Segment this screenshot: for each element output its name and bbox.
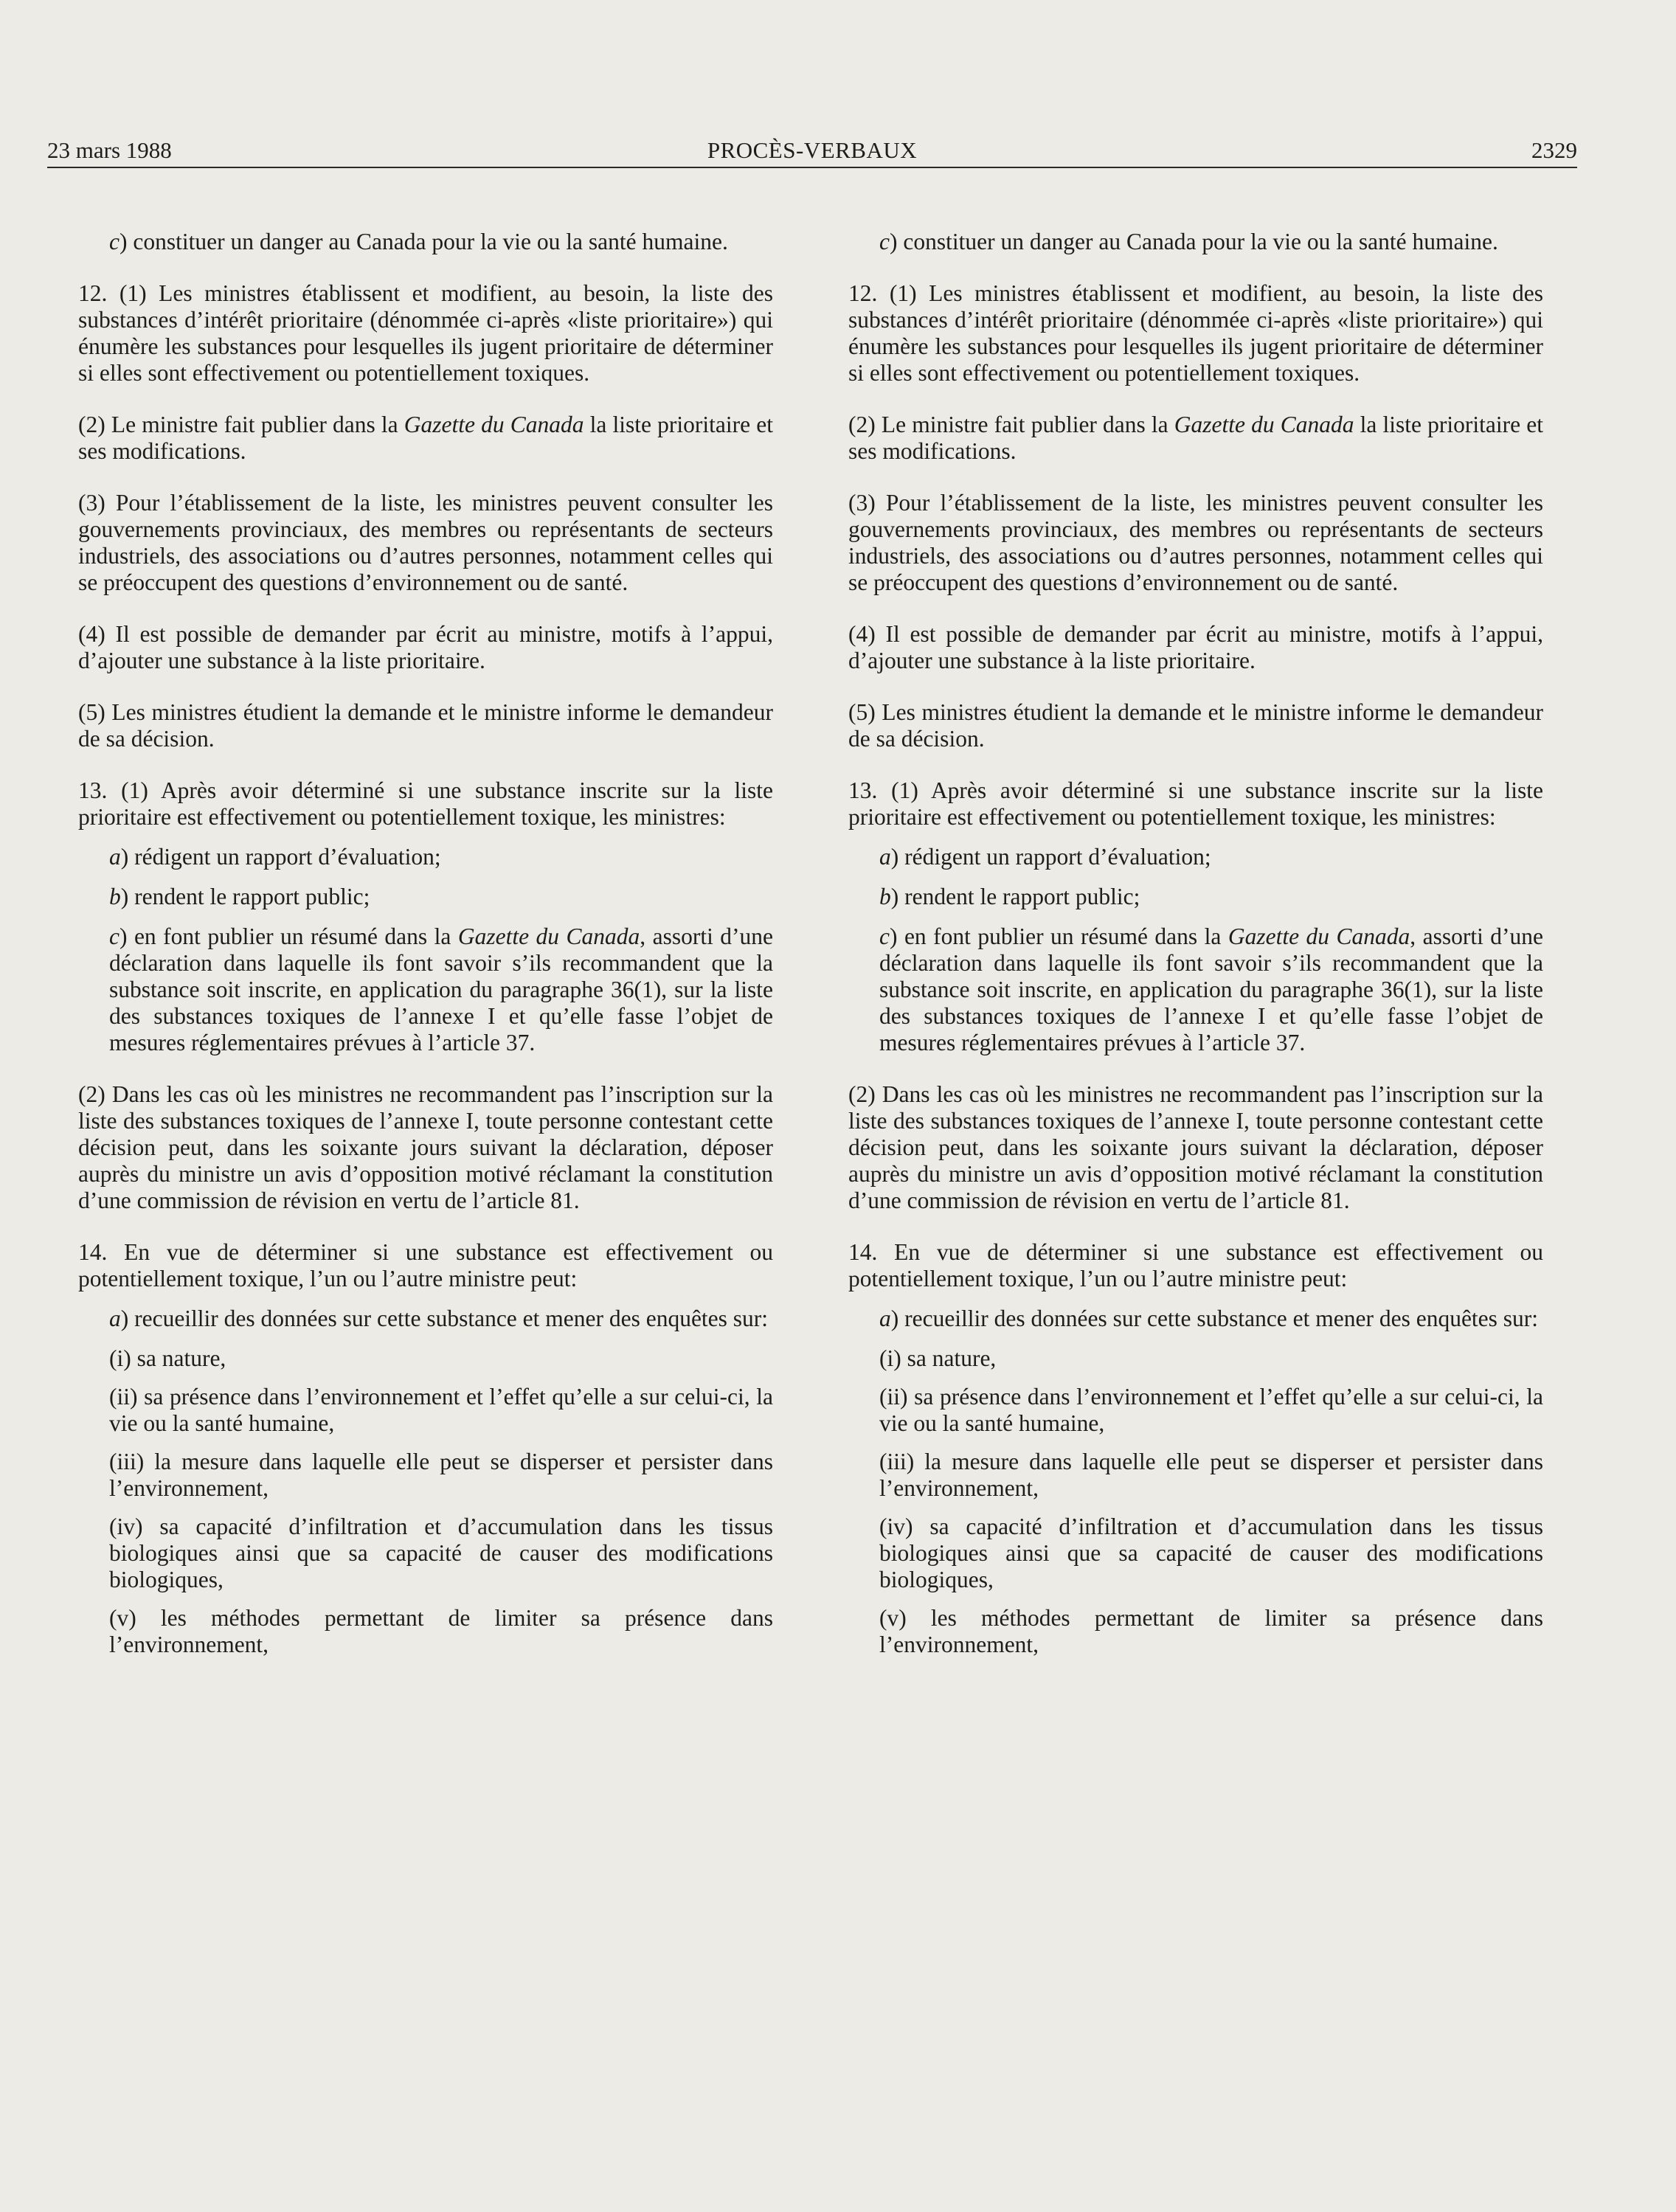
paragraph-14a-ii: (ii) sa présence dans l’environnement et l’effet qu’elle a sur celui-ci, la vie ou la santé humaine,	[109, 1384, 773, 1436]
paragraph-13-2: (2) Dans les cas où les ministres ne recommandent pas l’inscription sur la liste des substances toxiques de l’annexe I, toute personne contestant cette décision peut, dans les soixante jours suivant la déclaration, déposer auprès du ministre un avis d’opposition motivé réclamant la constitution d’une commission de révision en vertu de l’article 81.	[848, 1081, 1543, 1213]
paragraph-14a-iii: (iii) la mesure dans laquelle elle peut se disperser et persister dans l’environnement,	[109, 1449, 773, 1501]
header-rule	[47, 167, 1577, 168]
page-number: 2329	[1531, 137, 1577, 163]
left-column	[78, 229, 773, 1658]
paragraph-11c: c) constituer un danger au Canada pour la vie ou la santé humaine.	[879, 229, 1498, 254]
paragraph-14a-ii: (ii) sa présence dans l’environnement et l’effet qu’elle a sur celui-ci, la vie ou la santé humaine,	[879, 1384, 1543, 1436]
paragraph-14a-i: (i) sa nature,	[879, 1345, 997, 1371]
paragraph-12-3: (3) Pour l’établissement de la liste, les ministres peuvent consulter les gouvernements provinciaux, des membres ou représentants de secteurs industriels, des associations ou d’autres personnes, notamment celles qui se préoccupent des questions d’environnement ou de santé.	[848, 490, 1543, 595]
paragraph-13-2: (2) Dans les cas où les ministres ne recommandent pas l’inscription sur la liste des substances toxiques de l’annexe I, toute personne contestant cette décision peut, dans les soixante jours suivant la déclaration, déposer auprès du ministre un avis d’opposition motivé réclamant la constitution d’une commission de révision en vertu de l’article 81.	[78, 1081, 773, 1213]
paragraph-14a-v: (v) les méthodes permettant de limiter sa présence dans l’environnement,	[109, 1605, 773, 1657]
paragraph-14a-v: (v) les méthodes permettant de limiter sa présence dans l’environnement,	[879, 1605, 1543, 1657]
paragraph-12-5: (5) Les ministres étudient la demande et le ministre informe le demandeur de sa décision.	[78, 699, 773, 752]
paragraph-12-2: (2) Le ministre fait publier dans la Gazette du Canada la liste prioritaire et ses modifications.	[848, 412, 1543, 464]
paragraph-13-1b: b) rendent le rapport public;	[109, 884, 370, 909]
paragraph-13-1: 13. (1) Après avoir déterminé si une substance inscrite sur la liste prioritaire est effectivement ou potentiellement toxique, les ministres:	[848, 777, 1543, 830]
paragraph-12-4: (4) Il est possible de demander par écrit au ministre, motifs à l’appui, d’ajouter une substance à la liste prioritaire.	[78, 621, 773, 673]
paragraph-14a-iv: (iv) sa capacité d’infiltration et d’accumulation dans les tissus biologiques ainsi que sa capacité de causer des modifications biologiques,	[109, 1514, 773, 1592]
page-header	[47, 131, 1577, 170]
paragraph-13-1a: a) rédigent un rapport d’évaluation;	[879, 844, 1211, 870]
paragraph-13-1a: a) rédigent un rapport d’évaluation;	[109, 844, 441, 870]
paragraph-14a: a) recueillir des données sur cette substance et mener des enquêtes sur:	[879, 1306, 1539, 1331]
paragraph-13-1c: c) en font publier un résumé dans la Gazette du Canada, assorti d’une déclaration dans laquelle ils font savoir s’ils recommandent que la substance soit inscrite, en application du paragraphe 36(1), sur la liste des substances toxiques de l’annexe I et qu’elle fasse l’objet de mesures réglementaires prévues à l’article 37.	[109, 923, 774, 1055]
paragraph-12-3: (3) Pour l’établissement de la liste, les ministres peuvent consulter les gouvernements provinciaux, des membres ou représentants de secteurs industriels, des associations ou d’autres personnes, notamment celles qui se préoccupent des questions d’environnement ou de santé.	[78, 490, 773, 595]
header-title: PROCÈS-VERBAUX	[707, 137, 918, 163]
paragraph-14: 14. En vue de déterminer si une substance est effectivement ou potentiellement toxique, l’un ou l’autre ministre peut:	[848, 1239, 1543, 1292]
paragraph-12-1: 12. (1) Les ministres établissent et modifient, au besoin, la liste des substances d’intérêt prioritaire (dénommée ci-après «liste prioritaire») qui énumère les substances pour lesquelles ils jugent prioritaire de déterminer si elles sont effectivement ou potentiellement toxiques.	[848, 280, 1543, 386]
paragraph-11c: c) constituer un danger au Canada pour la vie ou la santé humaine.	[109, 229, 728, 254]
paragraph-12-4: (4) Il est possible de demander par écrit au ministre, motifs à l’appui, d’ajouter une substance à la liste prioritaire.	[848, 621, 1543, 673]
paragraph-12-2: (2) Le ministre fait publier dans la Gazette du Canada la liste prioritaire et ses modifications.	[78, 412, 773, 464]
paragraph-14a-iv: (iv) sa capacité d’infiltration et d’accumulation dans les tissus biologiques ainsi que sa capacité de causer des modifications biologiques,	[879, 1514, 1543, 1592]
paragraph-14a-iii: (iii) la mesure dans laquelle elle peut se disperser et persister dans l’environnement,	[879, 1449, 1543, 1501]
paragraph-14: 14. En vue de déterminer si une substance est effectivement ou potentiellement toxique, l’un ou l’autre ministre peut:	[78, 1239, 773, 1292]
paragraph-13-1c: c) en font publier un résumé dans la Gazette du Canada, assorti d’une déclaration dans laquelle ils font savoir s’ils recommandent que la substance soit inscrite, en application du paragraphe 36(1), sur la liste des substances toxiques de l’annexe I et qu’elle fasse l’objet de mesures réglementaires prévues à l’article 37.	[879, 923, 1544, 1055]
paragraph-12-5: (5) Les ministres étudient la demande et le ministre informe le demandeur de sa décision.	[848, 699, 1543, 752]
header-date: 23 mars 1988	[47, 137, 172, 163]
paragraph-14a: a) recueillir des données sur cette substance et mener des enquêtes sur:	[109, 1306, 769, 1331]
paragraph-14a-i: (i) sa nature,	[109, 1345, 226, 1371]
right-column	[848, 229, 1543, 1658]
paragraph-13-1b: b) rendent le rapport public;	[879, 884, 1140, 909]
paragraph-12-1: 12. (1) Les ministres établissent et modifient, au besoin, la liste des substances d’intérêt prioritaire (dénommée ci-après «liste prioritaire») qui énumère les substances pour lesquelles ils jugent prioritaire de déterminer si elles sont effectivement ou potentiellement toxiques.	[78, 280, 773, 386]
paragraph-13-1: 13. (1) Après avoir déterminé si une substance inscrite sur la liste prioritaire est effectivement ou potentiellement toxique, les ministres:	[78, 777, 773, 830]
